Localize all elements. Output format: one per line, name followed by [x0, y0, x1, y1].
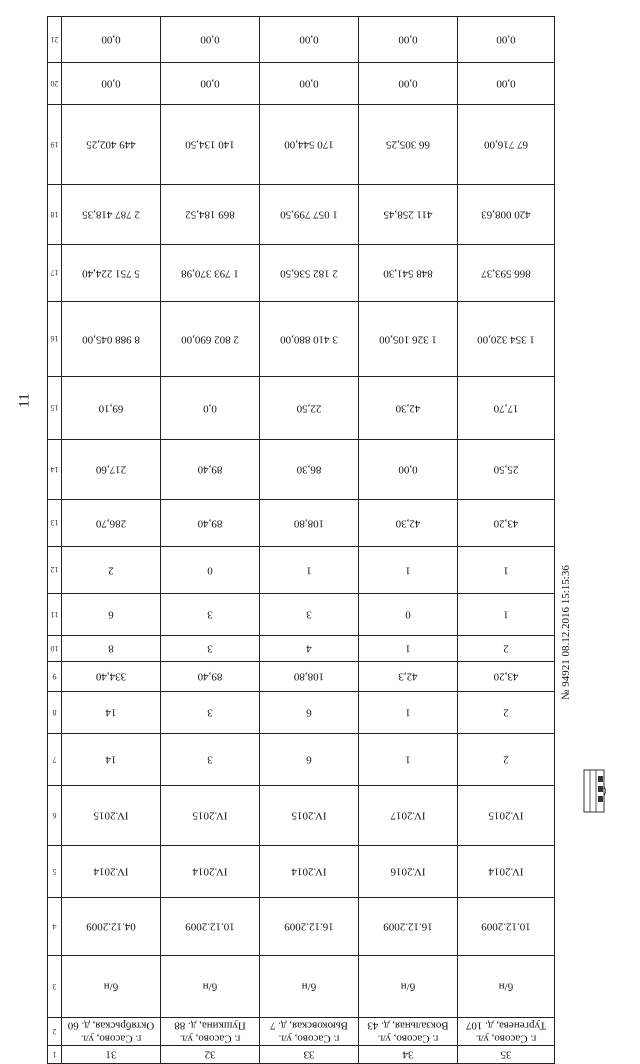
- column-number-cell: 10: [48, 636, 62, 662]
- table-cell: 3: [260, 594, 359, 636]
- table-cell: 22,50: [260, 377, 359, 440]
- column-number-cell: 2: [48, 1018, 62, 1046]
- table-cell: 420 008,63: [458, 185, 555, 245]
- table-cell: IV.2015: [62, 786, 161, 846]
- table-cell: 0,00: [359, 17, 458, 63]
- table-row: [48, 1046, 555, 1064]
- table-cell: 2: [458, 734, 555, 786]
- table-cell: 89,40: [161, 500, 260, 547]
- table-cell: 1: [458, 594, 555, 636]
- table-cell: 04.12.2009: [62, 898, 161, 956]
- table-cell: 2: [458, 636, 555, 662]
- table-cell: 0,00: [458, 17, 555, 63]
- table-row: [48, 245, 555, 302]
- column-number-cell: 13: [48, 500, 62, 547]
- table-cell: б/н: [161, 956, 260, 1018]
- table-cell: 3: [161, 692, 260, 734]
- table-cell: 0: [359, 594, 458, 636]
- table-cell: 6: [260, 734, 359, 786]
- table-cell: 14: [62, 734, 161, 786]
- table-cell: 0,00: [62, 17, 161, 63]
- table-cell: 6: [260, 692, 359, 734]
- table-row: [48, 185, 555, 245]
- table-row: [48, 734, 555, 786]
- column-number-cell: 5: [48, 846, 62, 898]
- table-cell: 16.12.2009: [260, 898, 359, 956]
- table-row: [48, 594, 555, 636]
- column-number-cell: 16: [48, 302, 62, 377]
- table-row: [48, 547, 555, 594]
- table-cell: 42,30: [359, 377, 458, 440]
- table-cell: 334,40: [62, 662, 161, 692]
- table-cell: IV.2014: [161, 846, 260, 898]
- table-cell: 1: [359, 547, 458, 594]
- table-cell: 3: [161, 734, 260, 786]
- table-cell: 89,40: [161, 662, 260, 692]
- column-number-cell: 4: [48, 898, 62, 956]
- table-cell: б/н: [62, 956, 161, 1018]
- table-cell: 0: [161, 547, 260, 594]
- table-cell: 42,3: [359, 662, 458, 692]
- table-cell: IV.2014: [458, 846, 555, 898]
- table-cell: 4: [260, 636, 359, 662]
- table-row: [48, 846, 555, 898]
- data-table: [47, 16, 555, 1064]
- table-cell: 8: [62, 636, 161, 662]
- table-cell: 0,00: [260, 63, 359, 105]
- table-cell: г. Сасово, ул. Тургенева, д. 107: [458, 1018, 555, 1046]
- table-cell: 0,00: [458, 63, 555, 105]
- table-cell: 217,60: [62, 440, 161, 500]
- table-cell: 411 258,45: [359, 185, 458, 245]
- table-cell: 1: [359, 692, 458, 734]
- table-cell: 0,0: [161, 377, 260, 440]
- table-cell: 34: [359, 1046, 458, 1064]
- column-number-cell: 11: [48, 594, 62, 636]
- table-cell: 3 410 880,00: [260, 302, 359, 377]
- table-cell: 449 402,25: [62, 105, 161, 185]
- table-cell: 0,00: [161, 63, 260, 105]
- table-row: [48, 662, 555, 692]
- table-cell: 866 593,37: [458, 245, 555, 302]
- table-cell: 33: [260, 1046, 359, 1064]
- table-cell: 848 541,30: [359, 245, 458, 302]
- column-number-cell: 3: [48, 956, 62, 1018]
- document-stamp: № 94921 08.12.2016 15:15:36: [560, 565, 572, 700]
- table-cell: г. Сасово, ул. Пушкина, д. 88: [161, 1018, 260, 1046]
- column-number-cell: 19: [48, 105, 62, 185]
- table-cell: б/н: [260, 956, 359, 1018]
- column-number-cell: 7: [48, 734, 62, 786]
- column-number-cell: 9: [48, 662, 62, 692]
- table-cell: 14: [62, 692, 161, 734]
- table-cell: 10.12.2009: [161, 898, 260, 956]
- table-cell: 2 182 536,50: [260, 245, 359, 302]
- table-cell: б/н: [458, 956, 555, 1018]
- column-number-cell: 8: [48, 692, 62, 734]
- table-cell: 6: [62, 594, 161, 636]
- table-cell: 43,20: [458, 500, 555, 547]
- table-cell: 35: [458, 1046, 555, 1064]
- table-cell: 869 184,52: [161, 185, 260, 245]
- table-row: [48, 302, 555, 377]
- table-cell: 17,70: [458, 377, 555, 440]
- column-number-cell: 6: [48, 786, 62, 846]
- table-cell: 10.12.2009: [458, 898, 555, 956]
- table-cell: г. Сасово, ул. Вокзальная, д. 43: [359, 1018, 458, 1046]
- table-cell: 0,00: [359, 63, 458, 105]
- table-row: [48, 898, 555, 956]
- table-cell: 3: [161, 636, 260, 662]
- table-cell: 31: [62, 1046, 161, 1064]
- table-row: [48, 377, 555, 440]
- table-cell: 140 134,50: [161, 105, 260, 185]
- table-cell: 1: [359, 636, 458, 662]
- column-number-cell: 14: [48, 440, 62, 500]
- table-cell: 170 544,00: [260, 105, 359, 185]
- table-cell: 69,10: [62, 377, 161, 440]
- table-cell: 43,20: [458, 662, 555, 692]
- table-row: [48, 1018, 555, 1046]
- table-cell: 5 751 224,40: [62, 245, 161, 302]
- table-cell: 42,30: [359, 500, 458, 547]
- table-cell: IV.2015: [161, 786, 260, 846]
- table-cell: 16.12.2009: [359, 898, 458, 956]
- table-cell: 1: [359, 734, 458, 786]
- table-cell: г. Сасово, ул. Октябрьская, д. 60: [62, 1018, 161, 1046]
- data-table-container: [47, 16, 554, 1061]
- table-cell: 2 787 418,35: [62, 185, 161, 245]
- table-cell: IV.2016: [359, 846, 458, 898]
- table-cell: 1 326 105,00: [359, 302, 458, 377]
- column-number-cell: 12: [48, 547, 62, 594]
- column-number-cell: 17: [48, 245, 62, 302]
- table-row: [48, 440, 555, 500]
- table-row: [48, 692, 555, 734]
- table-cell: 86,30: [260, 440, 359, 500]
- table-cell: 1 793 370,98: [161, 245, 260, 302]
- table-row: [48, 786, 555, 846]
- table-cell: IV.2017: [359, 786, 458, 846]
- table-cell: 3: [161, 594, 260, 636]
- table-cell: 25,50: [458, 440, 555, 500]
- table-cell: IV.2014: [260, 846, 359, 898]
- column-number-cell: 15: [48, 377, 62, 440]
- table-cell: 1 057 799,50: [260, 185, 359, 245]
- table-cell: б/н: [359, 956, 458, 1018]
- table-cell: 0,00: [260, 17, 359, 63]
- table-row: [48, 636, 555, 662]
- table-cell: 108,80: [260, 662, 359, 692]
- table-cell: 0,00: [359, 440, 458, 500]
- table-cell: IV.2015: [260, 786, 359, 846]
- table-cell: 8 988 045,00: [62, 302, 161, 377]
- building-logo-icon: [582, 766, 606, 816]
- table-cell: 32: [161, 1046, 260, 1064]
- table-row: [48, 17, 555, 63]
- column-number-cell: 18: [48, 185, 62, 245]
- table-cell: 67 716,00: [458, 105, 555, 185]
- table-cell: г. Сасово, ул. Вьюковская, д. 7: [260, 1018, 359, 1046]
- table-cell: 108,80: [260, 500, 359, 547]
- column-number-cell: 20: [48, 63, 62, 105]
- table-row: [48, 105, 555, 185]
- table-row: [48, 63, 555, 105]
- table-cell: 0,00: [62, 63, 161, 105]
- table-cell: 66 305,25: [359, 105, 458, 185]
- table-cell: 0,00: [161, 17, 260, 63]
- table-cell: IV.2015: [458, 786, 555, 846]
- table-cell: IV.2014: [62, 846, 161, 898]
- table-cell: 286,70: [62, 500, 161, 547]
- table-cell: 1: [458, 547, 555, 594]
- page-number: 11: [16, 393, 33, 408]
- table-cell: 1: [260, 547, 359, 594]
- table-row: [48, 500, 555, 547]
- table-row: [48, 956, 555, 1018]
- table-cell: 2: [62, 547, 161, 594]
- table-cell: 89,40: [161, 440, 260, 500]
- table-cell: 1 354 320,00: [458, 302, 555, 377]
- column-number-cell: 21: [48, 17, 62, 63]
- table-cell: 2 802 690,00: [161, 302, 260, 377]
- table-cell: 2: [458, 692, 555, 734]
- column-number-cell: 1: [48, 1046, 62, 1064]
